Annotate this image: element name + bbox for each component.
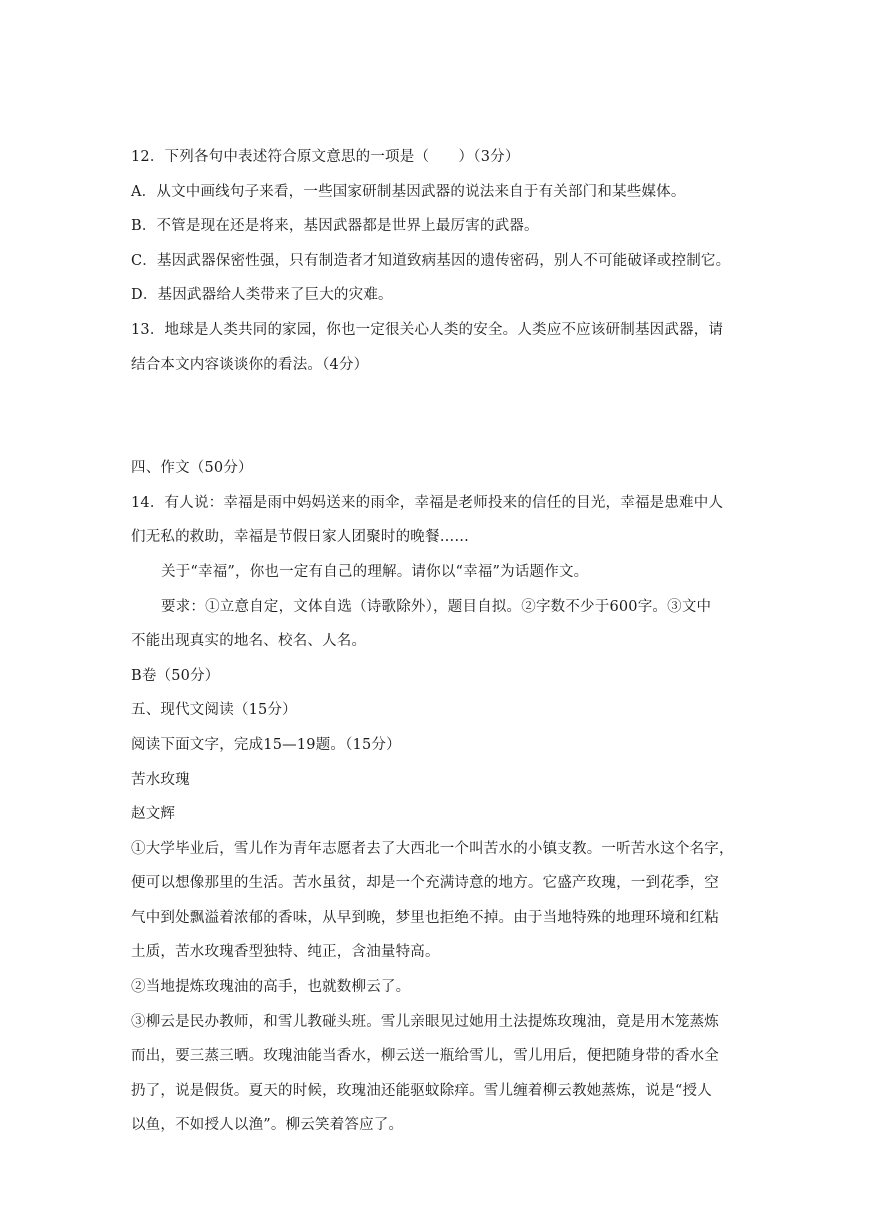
q14-line-1: 14．有人说：幸福是雨中妈妈送来的雨伞，幸福是老师投来的信任的目光，幸福是患难中人 [131,494,724,511]
q14-line-4: 要求：①立意自定，文体自选（诗歌除外），题目自拟。②字数不少于600字。③文中 [161,598,712,615]
paragraph-1-line-4: 土质，苦水玫瑰香型独特、纯正，含油量特高。 [131,944,440,961]
article-author: 赵文辉 [131,806,176,823]
paragraph-3-line-1: ③柳云是民办教师，和雪儿教碰头班。雪儿亲眼见过她用土法提炼玫瑰油，竟是用木笼蒸炼 [131,1013,719,1030]
paragraph-3-line-3: 扔了，说是假货。夏天的时候，玫瑰油还能驱蚊除痒。雪儿缠着柳云教她蒸炼，说是“授人 [131,1082,712,1099]
q13-line-2: 结合本文内容谈谈你的看法。（4分） [131,356,369,373]
volume-b-heading: B卷（50分） [131,667,220,684]
section5-instruction: 阅读下面文字，完成15—19题。（15分） [131,736,401,753]
paragraph-1-line-1: ①大学毕业后，雪儿作为青年志愿者去了大西北一个叫苦水的小镇支教。一听苦水这个名字， [131,840,734,857]
section5-heading: 五、现代文阅读（15分） [131,702,297,719]
q14-line-2: 们无私的救助，幸福是节假日家人团聚时的晚餐…… [131,529,470,546]
answer-space [131,382,751,451]
paragraph-2-line-1: ②当地提炼玫瑰油的高手，也就数柳云了。 [131,979,411,996]
paragraph-3-line-2: 而出，要三蒸三晒。玫瑰油能当香水，柳云送一瓶给雪儿，雪儿用后，便把随身带的香水全 [131,1048,719,1065]
article-title: 苦水玫瑰 [131,771,190,788]
q13-line-1: 13．地球是人类共同的家园，你也一定很关心人类的安全。人类应不应该研制基因武器，请 [131,321,724,338]
paragraph-1-line-2: 便可以想像那里的生活。苦水虽贫，却是一个充满诗意的地方。它盛产玫瑰，一到花季，空 [131,875,719,892]
paragraph-3-line-4: 以鱼，不如授人以渔”。柳云笑着答应了。 [131,1117,404,1134]
q12-option-d: D．基因武器给人类带来了巨大的灾难。 [131,287,393,304]
document-page [131,140,751,1143]
q14-line-5: 不能出现真实的地名、校名、人名。 [131,633,367,650]
paragraph-1-line-3: 气中到处飘溢着浓郁的香味，从早到晚，梦里也拒绝不掉。由于当地特殊的地理环境和红粘 [131,909,719,926]
q12-option-a: A．从文中画线句子来看，一些国家研制基因武器的说法来自于有关部门和某些媒体。 [131,183,686,200]
section4-heading: 四、作文（50分） [131,460,253,477]
q12-option-c: C．基因武器保密性强，只有制造者才知道致病基因的遗传密码，别人不可能破译或控制它。 [131,252,731,269]
q14-line-3: 关于“幸福”，你也一定有自己的理解。请你以“幸福”为话题作文。 [161,563,589,580]
q12-stem: 12．下列各句中表述符合原文意思的一项是（ ）（3分） [131,149,520,165]
q12-option-b: B．不管是现在还是将来，基因武器都是世界上最厉害的武器。 [131,218,539,235]
